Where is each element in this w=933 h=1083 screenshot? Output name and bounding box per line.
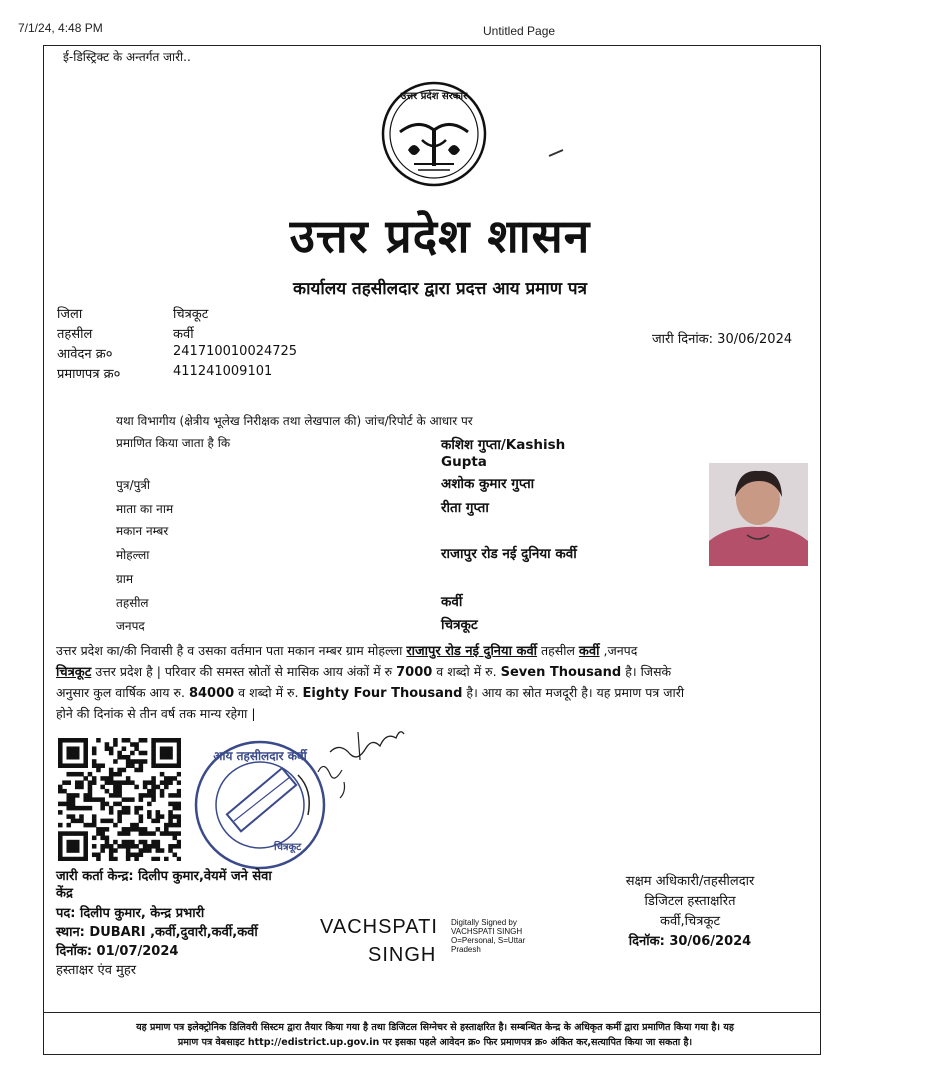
page-subtitle: कार्यालय तहसीलदार द्वारा प्रदत्त आय प्रमाण पत्र — [293, 279, 587, 299]
meta-value: 411241009101 — [173, 364, 273, 379]
para-tehsil: कर्वी — [578, 644, 600, 659]
digital-sign-details — [451, 918, 525, 954]
detail-label: ग्राम — [116, 572, 134, 586]
para-mohalla: राजापुर रोड नई दुनिया कर्वी — [406, 644, 538, 659]
para-text: है। आय का स्रोत मजदूरी है। यह प्रमाण पत्र जारी — [462, 685, 685, 700]
meta-row — [57, 364, 357, 384]
detail-label: मकान नम्बर — [116, 524, 169, 538]
para-district: चित्रकूट — [56, 665, 92, 680]
para-text: है। जिसके — [621, 664, 672, 679]
meta-row — [57, 304, 357, 324]
issue-date: जारी दिनांक: 30/06/2024 — [652, 332, 793, 347]
authority-digital: डिजिटल हस्ताक्षरित — [644, 894, 736, 909]
stamp-center-text: चित्रकूट — [274, 842, 302, 853]
footer-line: यह प्रमाण पत्र इलेक्ट्रोनिक डिलिवरी सिस्टम द्वारा तैयार किया गया है तथा डिजिटल सिग्नेचर से हस्ताक्षरित है। सम्बन्धित केन्द्र के अधिकृत कर्मी द्वारा प्रमाणित किया गया है। यह — [136, 1022, 734, 1033]
meta-value: कर्वी — [173, 327, 194, 342]
detail-value: राजापुर रोड नई दुनिया कर्वी — [441, 546, 577, 562]
digital-sign-line: O=Personal, S=Uttar — [451, 936, 526, 945]
scan-mark — [548, 143, 566, 149]
digital-sign-name: VACHSPATI — [320, 916, 438, 938]
para-line — [56, 704, 816, 724]
meta-block — [57, 304, 357, 384]
para-monthly-income: 7000 — [396, 665, 433, 680]
certificate-paragraph — [56, 641, 816, 724]
para-text: ,जनपद — [599, 643, 638, 658]
meta-value: चित्रकूट — [173, 307, 209, 322]
digital-sign-line: Digitally Signed by — [451, 918, 517, 927]
authority-place: कर्वी,चित्रकूट — [659, 914, 721, 929]
intro-line: यथा विभागीय (क्षेत्रीय भूलेख निरीक्षक तथा लेखपाल की) जांच/रिपोर्ट के आधार पर — [116, 414, 473, 428]
issuer-post: पद: दिलीप कुमार, केन्द्र प्रभारी — [56, 906, 205, 921]
meta-row — [57, 324, 357, 344]
issuer-place: स्थान: DUBARI ,कर्वी,दुवारी,कर्वी,कर्वी — [56, 925, 258, 940]
para-line — [56, 683, 816, 704]
para-annual-income: 84000 — [188, 686, 235, 701]
issuer-date: दिनॉक: 01/07/2024 — [56, 944, 179, 959]
meta-label: तहसील — [57, 327, 93, 342]
up-emblem — [378, 80, 490, 188]
applicant-photo — [709, 463, 808, 566]
detail-label: माता का नाम — [116, 502, 174, 516]
detail-value: अशोक कुमार गुप्ता — [441, 476, 535, 492]
para-text: व शब्दो में रु. — [432, 664, 501, 679]
footer-divider — [44, 1012, 820, 1013]
digital-sign-line: VACHSPATI SINGH — [451, 927, 523, 936]
detail-value: रीता गुप्ता — [441, 500, 489, 516]
issuer-center-cont: केंद्र — [56, 886, 73, 901]
para-line — [56, 641, 816, 662]
applicant-name: कशिश गुप्ता/Kashish — [441, 437, 566, 453]
para-text: व शब्दो में रु. — [234, 685, 303, 700]
para-text: अनुसार कुल वार्षिक आय रु. — [56, 685, 189, 700]
applicant-name-cont: Gupta — [441, 454, 487, 470]
para-monthly-words: Seven Thousand — [500, 665, 622, 680]
handwritten-signature — [300, 712, 410, 802]
issuer-block — [56, 868, 272, 979]
meta-row — [57, 344, 357, 364]
authority-date: दिनॉक: 30/06/2024 — [628, 934, 752, 949]
meta-label: आवेदन क्र० — [57, 347, 113, 362]
para-text: तहसील — [537, 643, 579, 658]
para-text: उत्तर प्रदेश है | परिवार की समस्त स्रोतों से मासिक आय अंकों में रु — [91, 664, 397, 679]
qr-code — [58, 738, 181, 861]
print-datetime: 7/1/24, 4:48 PM — [18, 21, 103, 35]
print-page-title: Untitled Page — [483, 24, 556, 38]
detail-value: कर्वी — [441, 594, 463, 610]
meta-value: 241710010024725 — [173, 344, 298, 359]
authority-block — [590, 872, 790, 952]
authority-title: सक्षम अधिकारी/तहसीलदार — [625, 874, 755, 889]
meta-label: जिला — [57, 307, 83, 322]
issuer-sign-label: हस्ताक्षर एंव मुहर — [56, 963, 137, 978]
page-title: उत्तर प्रदेश शासन — [289, 209, 591, 263]
certify-label: प्रमाणित किया जाता है कि — [116, 436, 231, 450]
detail-value: चित्रकूट — [441, 617, 478, 633]
issuer-center: जारी कर्ता केन्द्र: दिलीप कुमार,वेयमें जने सेवा — [56, 869, 272, 884]
footer-line: प्रमाण पत्र वेबसाइट http://edistrict.up.gov.in पर इसका पहले आवेदन क्र० फिर प्रमाणपत्र क्र० अंकित कर,सत्यापित किया जा सकता है। — [177, 1037, 693, 1048]
para-annual-words: Eighty Four Thousand — [302, 686, 463, 701]
digital-sign-name-cont: SINGH — [368, 944, 437, 966]
meta-label: प्रमाणपत्र क्र० — [57, 367, 121, 382]
detail-label: तहसील — [116, 596, 149, 610]
para-line — [56, 662, 816, 683]
detail-label: मोहल्ला — [116, 548, 150, 562]
top-note: ई-डिस्ट्रिक्ट के अन्तर्गत जारी.. — [63, 50, 191, 64]
stamp-outer-text: आय तहसीलदार कर्वी — [213, 749, 307, 763]
detail-label: जनपद — [116, 619, 145, 633]
para-text: होने की दिनांक से तीन वर्ष तक मान्य रहेगा | — [56, 706, 256, 721]
footer-note — [50, 1020, 820, 1050]
emblem-text: उत्तर प्रदेश सरकार — [400, 91, 468, 102]
detail-label: पुत्र/पुत्री — [116, 478, 151, 492]
digital-sign-line: Pradesh — [451, 945, 481, 954]
para-text: उत्तर प्रदेश का/की निवासी है व उसका वर्तमान पता मकान नम्बर ग्राम मोहल्ला — [56, 643, 407, 658]
